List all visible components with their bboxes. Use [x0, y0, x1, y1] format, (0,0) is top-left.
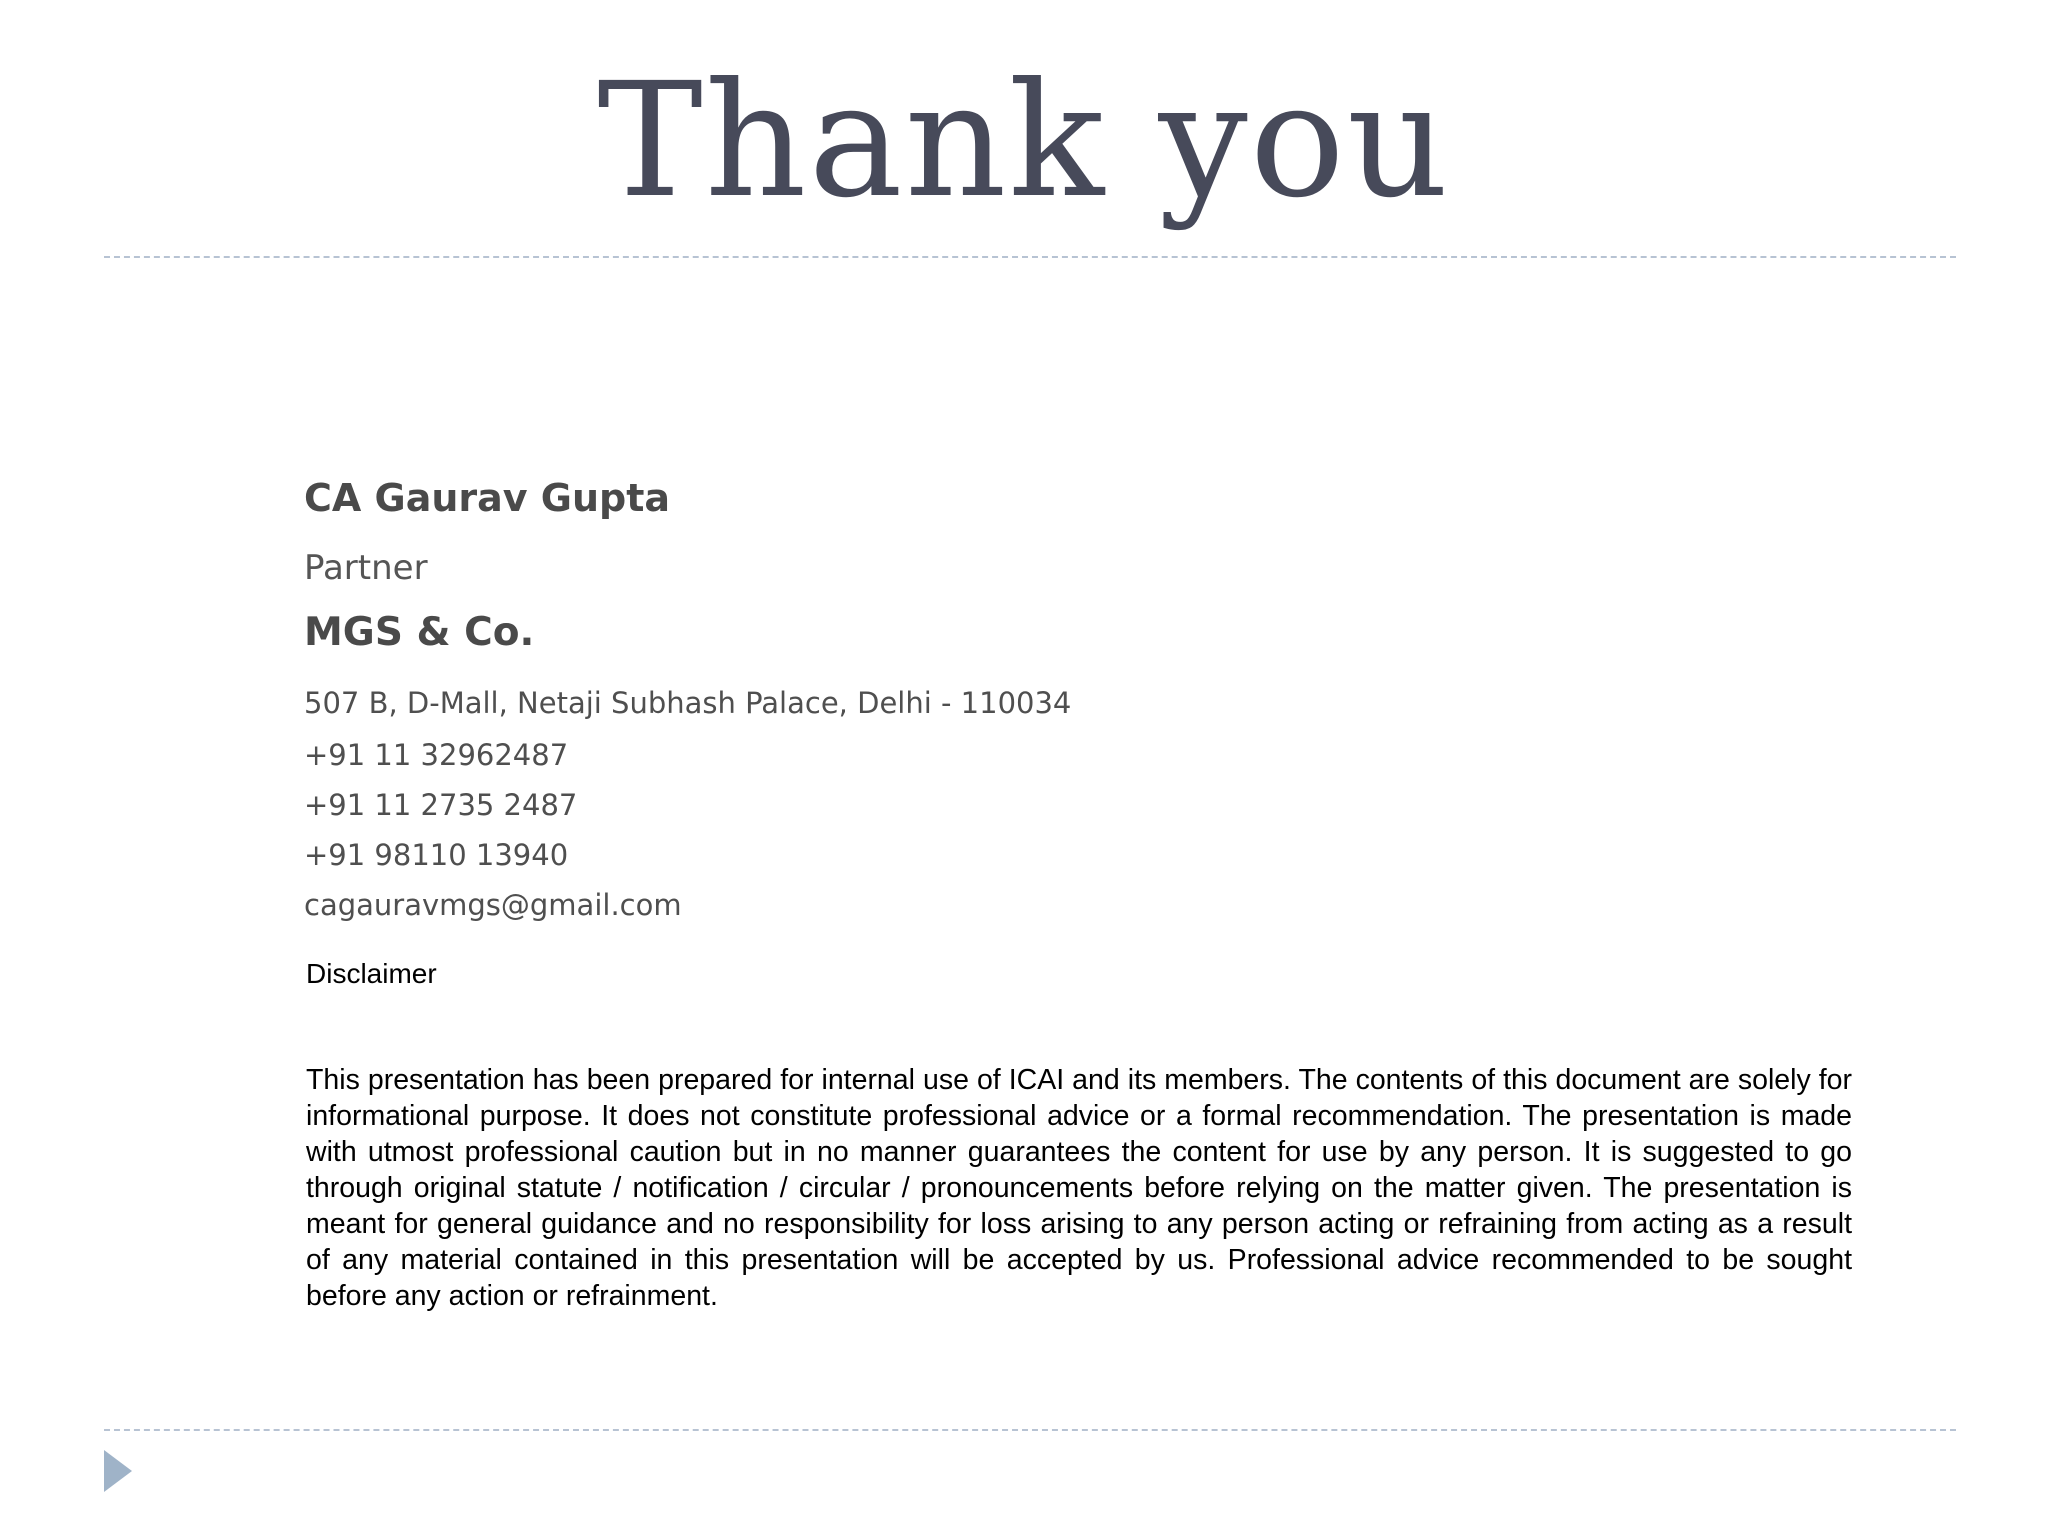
contact-phone-1: +91 11 32962487 [304, 738, 569, 772]
contact-role: Partner [304, 548, 428, 588]
contact-email: cagauravmgs@gmail.com [304, 888, 682, 922]
slide-title: Thank you [597, 49, 1451, 233]
contact-address: 507 B, D-Mall, Netaji Subhash Palace, Delhi - 110034 [304, 686, 1072, 720]
play-triangle-icon [104, 1450, 132, 1492]
bottom-divider [104, 1429, 1956, 1431]
contact-phone-3: +91 98110 13940 [304, 838, 569, 872]
disclaimer-heading: Disclaimer [306, 958, 437, 989]
contact-phone-2: +91 11 2735 2487 [304, 788, 578, 822]
contact-name: CA Gaurav Gupta [304, 476, 671, 520]
disclaimer-body: This presentation has been prepared for internal use of ICAI and its members. The contents of this document are solely for informational purpose. It does not constitute professional advice or a formal recommendation. The presentation is made with utmost professional caution but in no manner guarantees the content for use by any person. It is suggested to go through original statute / notification / circular / pronouncements before relying on the matter given. The presentation is meant for general guidance and no responsibility for loss arising to any person acting or refraining from acting as a result of any material contained in this presentation will be accepted by us. Professional advice recommended to be sought before any action or refrainment. [306, 1064, 1852, 1312]
contact-firm: MGS & Co. [304, 610, 535, 655]
top-divider [104, 256, 1956, 258]
